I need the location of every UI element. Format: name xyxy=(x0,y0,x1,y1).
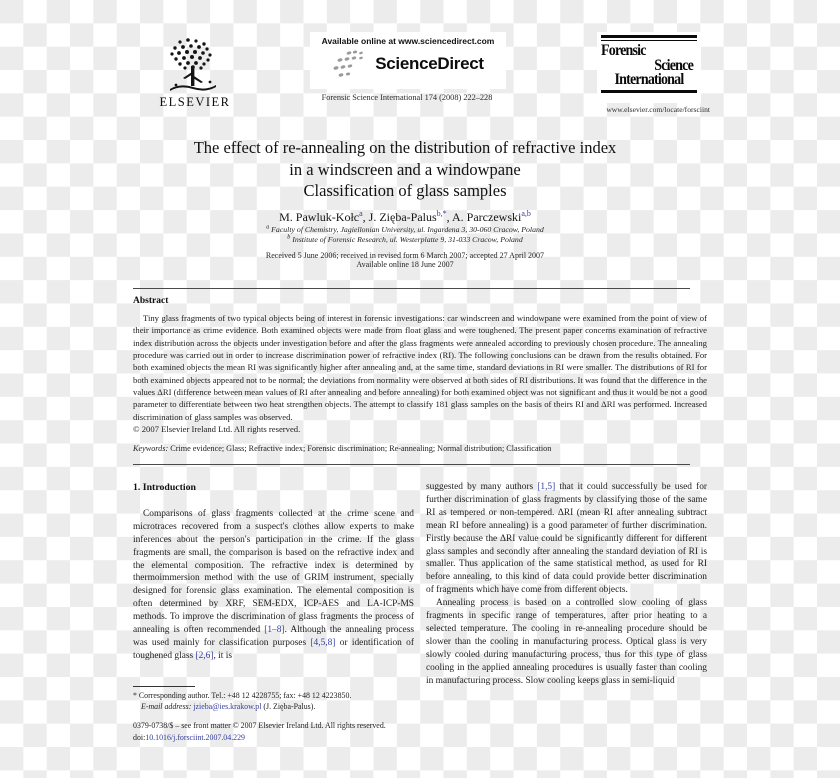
received-dates: Received 5 June 2006; received in revised form 6 March 2007; accepted 27 April 2007 xyxy=(265,250,545,260)
fsi-logo-line3: International xyxy=(614,71,684,89)
abstract-heading: Abstract xyxy=(133,296,169,306)
abstract-body xyxy=(133,312,707,435)
affiliation-a: $^a$ Faculty of Chemistry, Jagiellonian University, ul. Ingardena 3, 30-060 Cracow, Poland xyxy=(266,223,544,234)
section-heading-introduction: 1. Introduction xyxy=(133,482,196,493)
journal-citation-line: Forensic Science International 174 (2008) 222–228 xyxy=(321,93,493,102)
author-name: , J. Zięba-Palus xyxy=(362,209,437,224)
elsevier-wordmark: ELSEVIER xyxy=(159,95,231,109)
doi-link[interactable]: 10.1016/j.forsciint.2007.04.229 xyxy=(145,732,246,742)
citation-link-1-5[interactable]: [1,5] xyxy=(537,482,556,492)
doi-line xyxy=(133,732,707,744)
abstract-copyright: © 2007 Elsevier Ireland Ltd. All rights reserved. xyxy=(133,424,301,435)
citation-link-2-6[interactable]: [2,6] xyxy=(195,650,214,661)
imprint-block xyxy=(133,720,707,743)
available-online-date: Available online 18 June 2007 xyxy=(356,259,454,269)
elsevier-tree-icon xyxy=(150,36,236,94)
sciencedirect-header-box xyxy=(310,32,506,89)
article-title-line3: Classification of glass samples xyxy=(303,181,507,200)
citation-link-4-5-8[interactable]: [4,5,8] xyxy=(310,637,336,648)
email-line xyxy=(141,702,433,713)
corresponding-author-note: * Corresponding author. Tel.: +48 12 4228755; fax: +48 12 4223850. xyxy=(133,691,352,700)
author-list xyxy=(118,210,692,225)
keywords-line xyxy=(133,444,707,453)
issn-copyright-line: 0379-0738/$ – see front matter © 2007 Elsevier Ireland Ltd. All rights reserved. xyxy=(133,721,386,730)
sciencedirect-wordmark: ScienceDirect xyxy=(375,54,484,73)
affiliation-b: $^b$ Institute of Forensic Research, ul. Westerplatte 9, 31-033 Cracow, Poland xyxy=(287,233,523,244)
journal-url: www.elsevier.com/locate/forsciint xyxy=(606,105,710,114)
abstract-paragraph: Tiny glass fragments of two typical objects being of interest in forensic investigations: car windscreen and windowpane were examined from the point of view of their importance as crime evidence. Both examined objects were made from float glass and were toughened. The present paper concerns examination of refractive index distribution across the objects under investigation before and after the glass fragments were annealed according to previously chosen procedure. The annealing procedure was carried out in order to increase discrimination power of refractive index (RI). The following conclusions can be drawn from the results obtained. For both examined objects the mean RI was significantly higher after annealing and, at the same time, standard deviations in RI were smaller. The distributions of RI for both examined objects appeared not to be normal; the deviations from normality were observed at both sides of RI distributions. It was found that the difference in the values ΔRI (difference between mean values of RI after annealing and before annealing) for both examined object was not significant and thus it would be not a good parameter to differentiate between two heat strengthen objects. The attempt to classify 181 glass samples on the basis of theirs RI and ΔRI was performed. Increased discrimination of glass samples was observed. xyxy=(133,313,707,422)
fsi-logo-line1: Forensic xyxy=(601,42,646,60)
logo-bar xyxy=(601,90,697,94)
intro-right-paragraph-2: Annealing process is based on a controlled slow cooling of glass fragments in specific range of temperatures, after prior heating to a selected temperature. The cooling in re-annealing procedure should be slower than the cooling in manufacturing process. Optical glass is very slowly cooled during manufacturing process, thus for this type of glass cooling in the applied annealing procedures is usually faster than cooling in manufacturing process. Slow cooling keeps glass in semi-liquid xyxy=(426,598,707,686)
fsi-logo-line2: Science xyxy=(654,57,693,75)
intro-left-column xyxy=(133,482,414,663)
logo-bar xyxy=(601,35,697,38)
author-affil-sup: b,* xyxy=(436,208,447,218)
author-affil-sup: a,b xyxy=(521,208,531,218)
affiliation-sup: a xyxy=(266,223,270,230)
keywords-text: Crime evidence; Glass; Refractive index; Forensic discrimination; Re-annealing; Normal distribution; Classification xyxy=(170,444,552,453)
intro-right-column xyxy=(426,481,707,688)
rule-below-keywords xyxy=(133,464,690,465)
author-name: M. Pawluk-Kołc xyxy=(279,209,360,224)
intro-right-paragraph-1: suggested by many authors [1,5] that it could successfully be used for further discrimination of glass fragments by classifying those of the same RI as tempered or non-tempered. ΔRI (mean RI after annealing subtract mean RI before annealing) is a good parameter of further discrimination. Firstly because the ΔRI value could be significantly different for different glass samples and secondly after annealing the standard deviation of RI is smaller. Thus application of the same statistical method, as used for RI before annealing, to this kind of data could provide better discrimination of fragments which have come from different objects. xyxy=(426,482,707,596)
footnote-rule xyxy=(133,686,195,687)
affiliation-sup: b xyxy=(287,233,291,240)
email-link[interactable]: jzieba@ies.krakow.pl xyxy=(193,701,262,711)
citation-link-1-8[interactable]: [1–8] xyxy=(264,625,285,636)
author-name: , A. Parczewski xyxy=(446,209,522,224)
logo-bar xyxy=(601,40,697,42)
author-affil-sup: a xyxy=(359,208,363,218)
footnote-block xyxy=(133,691,433,712)
available-online-text: Available online at www.sciencedirect.com xyxy=(321,36,495,46)
article-title-line2: in a windscreen and a windowpane xyxy=(289,159,521,179)
rule-above-abstract xyxy=(133,288,690,289)
article-title-line1: The effect of re-annealing on the distribution of refractive index xyxy=(193,138,617,157)
keywords-label: Keywords: xyxy=(133,444,171,453)
email-label: E-mail address: xyxy=(141,701,194,711)
email-tail: (J. Zięba-Palus). xyxy=(261,701,316,711)
intro-left-paragraph: Comparisons of glass fragments collected at the crime scene and microtraces recovered from a suspect's clothes allow experts to make inferences about the person's participation in the crime. If the glass fragments are small, the comparison is based on the refractive index and the elemental composition. The refractive index is determined by thermoimmersion method with the use of GRIM instrument, specially designed for forensic glass examination. The elemental composition is often determined by XRF, SEM-EDX, ICP-AES and LA-ICP-MS methods. To improve the discrimination of glass fragments the process of annealing is often recommended [1–8]. Although the annealing process was used mainly for classification purposes [4,5,8] or identification of toughened glass [2,6], it is xyxy=(133,508,414,661)
forensic-science-international-logo xyxy=(597,32,701,103)
sciencedirect-dots-icon xyxy=(332,49,370,79)
doi-label: doi: xyxy=(133,732,146,742)
title-block xyxy=(118,137,692,269)
